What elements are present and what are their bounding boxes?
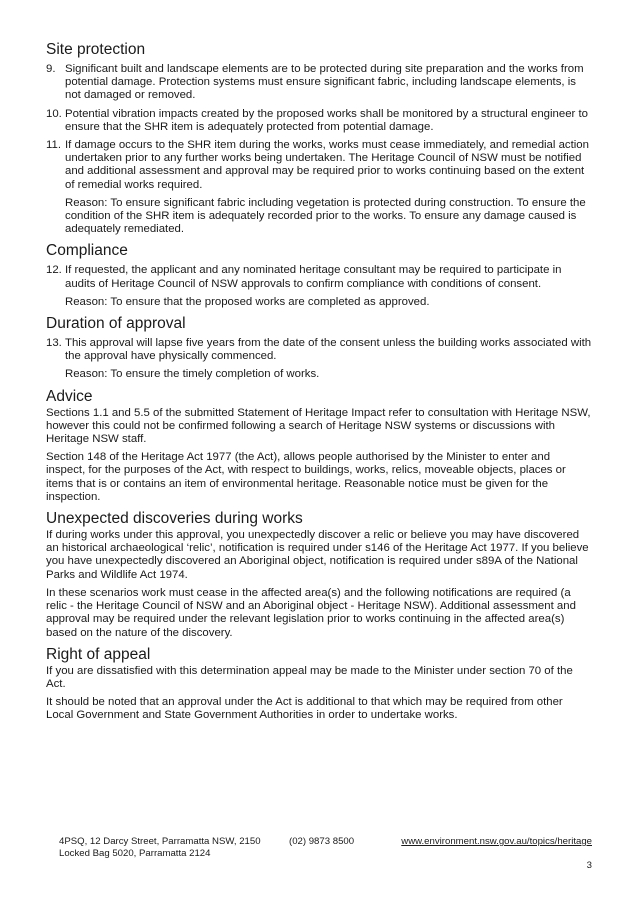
advice-heading: Advice <box>46 387 93 405</box>
footer-address <box>59 836 299 860</box>
condition-number: 10. <box>46 107 62 120</box>
condition-text: Potential vibration impacts created by the proposed works shall be monitored by a structural engineer to ensure that the SHR item is adequately protected from potential damage. <box>65 107 588 133</box>
reason-text: Reason: To ensure significant fabric including vegetation is protected during construction. To ensure the condition of the SHR item is adequately recorded prior to the works. To ensure any damage caused is adequately remediated. <box>65 196 586 236</box>
unexpected-discoveries-heading: Unexpected discoveries during works <box>46 510 303 528</box>
page-number: 3 <box>586 860 592 871</box>
condition-item <box>46 337 592 363</box>
reason-text: Reason: To ensure that the proposed works are completed as approved. <box>65 295 430 308</box>
unexpected-paragraph: In these scenarios work must cease in the affected area(s) and the following notifications are required (a relic - the Heritage Council of NSW and an Aboriginal object - Heritage NSW). Additional assessment and approval may be required under the relevant legislation prior to works continuing in the affected area(s) based on the nature of the discovery. <box>46 586 576 639</box>
footer-website-link[interactable]: www.environment.nsw.gov.au/topics/heritage <box>401 836 592 847</box>
footer-address-line1: 4PSQ, 12 Darcy Street, Parramatta NSW, 2150 <box>59 836 261 847</box>
condition-number: 11. <box>46 139 61 152</box>
condition-number: 12. <box>46 264 62 277</box>
unexpected-paragraph: If during works under this approval, you unexpectedly discover a relic or believe you may have discovered an historical archaeological ‘relic’, notification is required under s146 of the Heritage Act 1977. If you believe you have unexpectedly discovered an Aboriginal object, notification is required under s89A of the National Parks and Wildlife Act 1974. <box>46 529 589 581</box>
condition-item <box>46 139 592 192</box>
right-of-appeal-heading: Right of appeal <box>46 645 151 663</box>
condition-number: 13. <box>46 337 62 350</box>
condition-item <box>46 264 592 290</box>
condition-item <box>46 108 592 134</box>
condition-text: If damage occurs to the SHR item during the works, works must cease immediately, and remedial action undertaken prior to any further works being undertaken. The Heritage Council of NSW must be notified and additional assessment and approval may be required prior to works continuing based on the extent of remedial works required. <box>65 139 589 191</box>
document-page <box>46 40 592 728</box>
condition-text: Significant built and landscape elements are to be protected during site preparation and the works from potential damage. Protection systems must ensure significant fabric, including landscape elements, is not damaged or removed. <box>65 63 584 102</box>
site-protection-heading: Site protection <box>46 41 146 58</box>
advice-paragraph: Section 148 of the Heritage Act 1977 (the Act), allows people authorised by the Minister to enter and inspect, for the purposes of the Act, with respect to buildings, works, relics, moveable objects, places or items that is or contains an item of environmental heritage. Reasonable notice must be given for the inspection. <box>46 451 566 503</box>
condition-number: 9. <box>46 63 56 75</box>
right-of-appeal-section <box>46 645 592 723</box>
compliance-heading: Compliance <box>46 242 128 260</box>
condition-item <box>46 63 592 103</box>
duration-section <box>46 314 592 382</box>
advice-section <box>46 387 592 504</box>
advice-paragraph: Sections 1.1 and 5.5 of the submitted Statement of Heritage Impact refer to consultation with Heritage NSW, however this could not be confirmed following a search of Heritage NSW systems or discussions with Heritage NSW staff. <box>46 406 591 446</box>
compliance-section <box>46 241 592 309</box>
condition-text: This approval will lapse five years from the date of the consent unless the building works associated with the approval have physically commenced. <box>65 337 592 363</box>
reason-text: Reason: To ensure the timely completion of works. <box>65 368 320 381</box>
unexpected-discoveries-section <box>46 509 592 640</box>
appeal-paragraph: If you are dissatisfied with this determination appeal may be made to the Minister under section 70 of the Act. <box>46 664 573 690</box>
footer-address-line2: Locked Bag 5020, Parramatta 2124 <box>59 848 211 859</box>
duration-heading: Duration of approval <box>46 315 186 333</box>
site-protection-section <box>46 40 592 236</box>
condition-text: If requested, the applicant and any nominated heritage consultant may be required to participate in audits of Heritage Council of NSW approvals to confirm compliance with conditions of consent. <box>65 264 562 290</box>
footer-phone: (02) 9873 8500 <box>289 836 355 847</box>
appeal-paragraph: It should be noted that an approval under the Act is additional to that which may be required from other Local Government and State Government Authorities in order to undertake works. <box>46 696 563 722</box>
